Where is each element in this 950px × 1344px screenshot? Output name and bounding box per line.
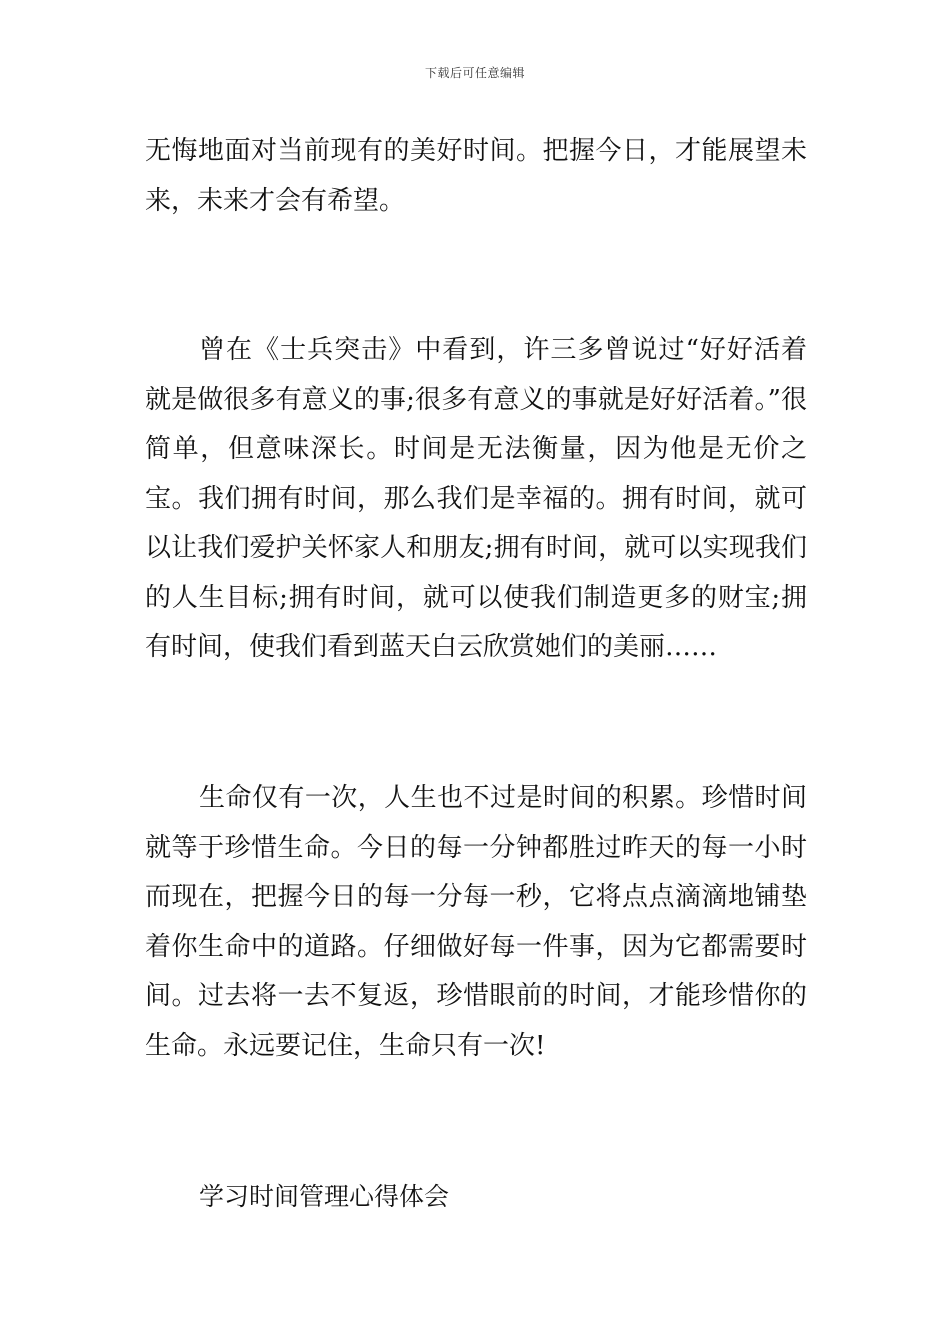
paragraph-2: 曾在《士兵突击》中看到，许三多曾说过“好好活着就是做很多有意义的事;很多有意义的事就是好好活着。”很简单，但意味深长。时间是无法衡量，因为他是无价之宝。我们拥有时间，那么我们是幸福的。拥有时间，就可以让我们爱护关怀家人和朋友;拥有时间，就可以实现我们的人生目标;拥有时间，就可以使我们制造更多的财宝;拥有时间，使我们看到蓝天白云欣赏她们的美丽……: [145, 335, 807, 662]
section-heading: 学习时间管理心得体会: [199, 1182, 450, 1211]
page-header-note: 下载后可任意编辑: [424, 66, 525, 80]
paragraph-1: 无悔地面对当前现有的美好时间。把握今日，才能展望未来，未来才会有希望。: [145, 136, 807, 216]
paragraph-3: 生命仅有一次，人生也不过是时间的积累。珍惜时间就等于珍惜生命。今日的每一分钟都胜过昨天的每一小时而现在，把握今日的每一分每一秒，它将点点滴滴地铺垫着你生命中的道路。仔细做好每一件事，因为它都需要时间。过去将一去不复返，珍惜眼前的时间，才能珍惜你的生命。永远要记住，生命只有一次!: [145, 783, 807, 1061]
